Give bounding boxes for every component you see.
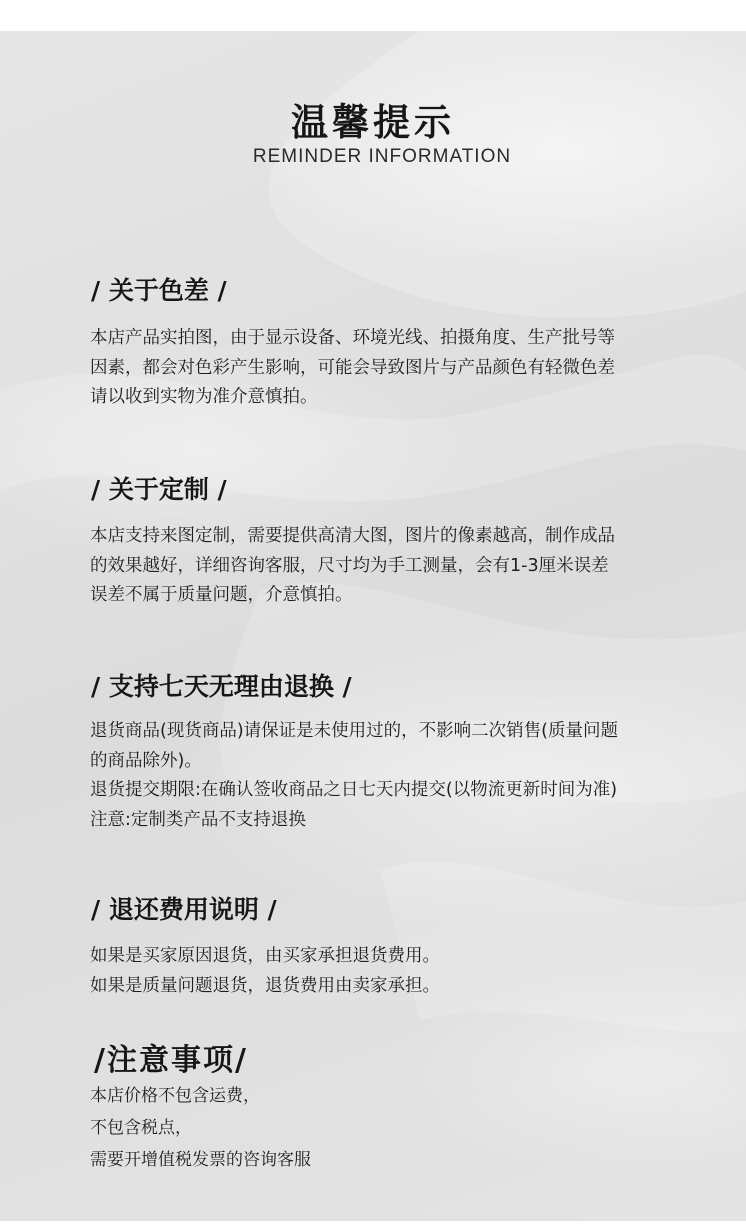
body-line: 因素，都会对色彩产生影响，可能会导致图片与产品颜色有轻微色差 [90, 357, 615, 378]
section-body-return-fees [90, 942, 690, 1001]
section-heading-notes: /注意事项/ [94, 1043, 248, 1078]
body-line: 请以收到实物为准介意慎拍。 [90, 387, 318, 407]
body-line: 本店产品实拍图，由于显示设备、环境光线、拍摄角度、生产批号等 [90, 328, 615, 348]
section-heading-return-fees: / 退还费用说明 / [91, 895, 277, 924]
body-line: 注意:定制类产品不支持退换 [90, 809, 306, 830]
body-line: 本店价格不包含运费， [90, 1086, 260, 1106]
section-body-seven-day-return [90, 717, 690, 835]
body-line: 如果是买家原因退货，由买家承担退货费用。 [90, 946, 440, 966]
section-body-notes [90, 1080, 690, 1176]
body-line: 需要开增值税发票的咨询客服 [90, 1150, 311, 1170]
body-line: 如果是质量问题退货，退货费用由卖家承担。 [90, 975, 440, 996]
section-heading-color-difference: / 关于色差 / [91, 276, 227, 305]
body-line: 的商品除外)。 [90, 750, 202, 771]
body-line: 退货商品(现货商品)请保证是未使用过的，不影响二次销售(质量问题 [90, 721, 618, 741]
section-heading-seven-day-return: / 支持七天无理由退换 / [91, 672, 352, 701]
body-line: 误差不属于质量问题，介意慎拍。 [90, 585, 353, 605]
section-heading-customization: / 关于定制 / [91, 475, 227, 504]
body-line: 本店支持来图定制，需要提供高清大图，图片的像素越高，制作成品 [90, 526, 615, 546]
body-line: 的效果越好，详细咨询客服，尺寸均为手工测量，会有1-3厘米误差 [90, 555, 609, 576]
section-body-color-difference [90, 324, 690, 413]
section-body-customization [90, 522, 690, 611]
body-line: 不包含税点， [90, 1118, 192, 1138]
page-title: 温馨提示 [291, 101, 455, 144]
page-subtitle: REMINDER INFORMATION [252, 146, 512, 167]
body-line: 退货提交期限:在确认签收商品之日七天内提交(以物流更新时间为准) [90, 780, 618, 800]
